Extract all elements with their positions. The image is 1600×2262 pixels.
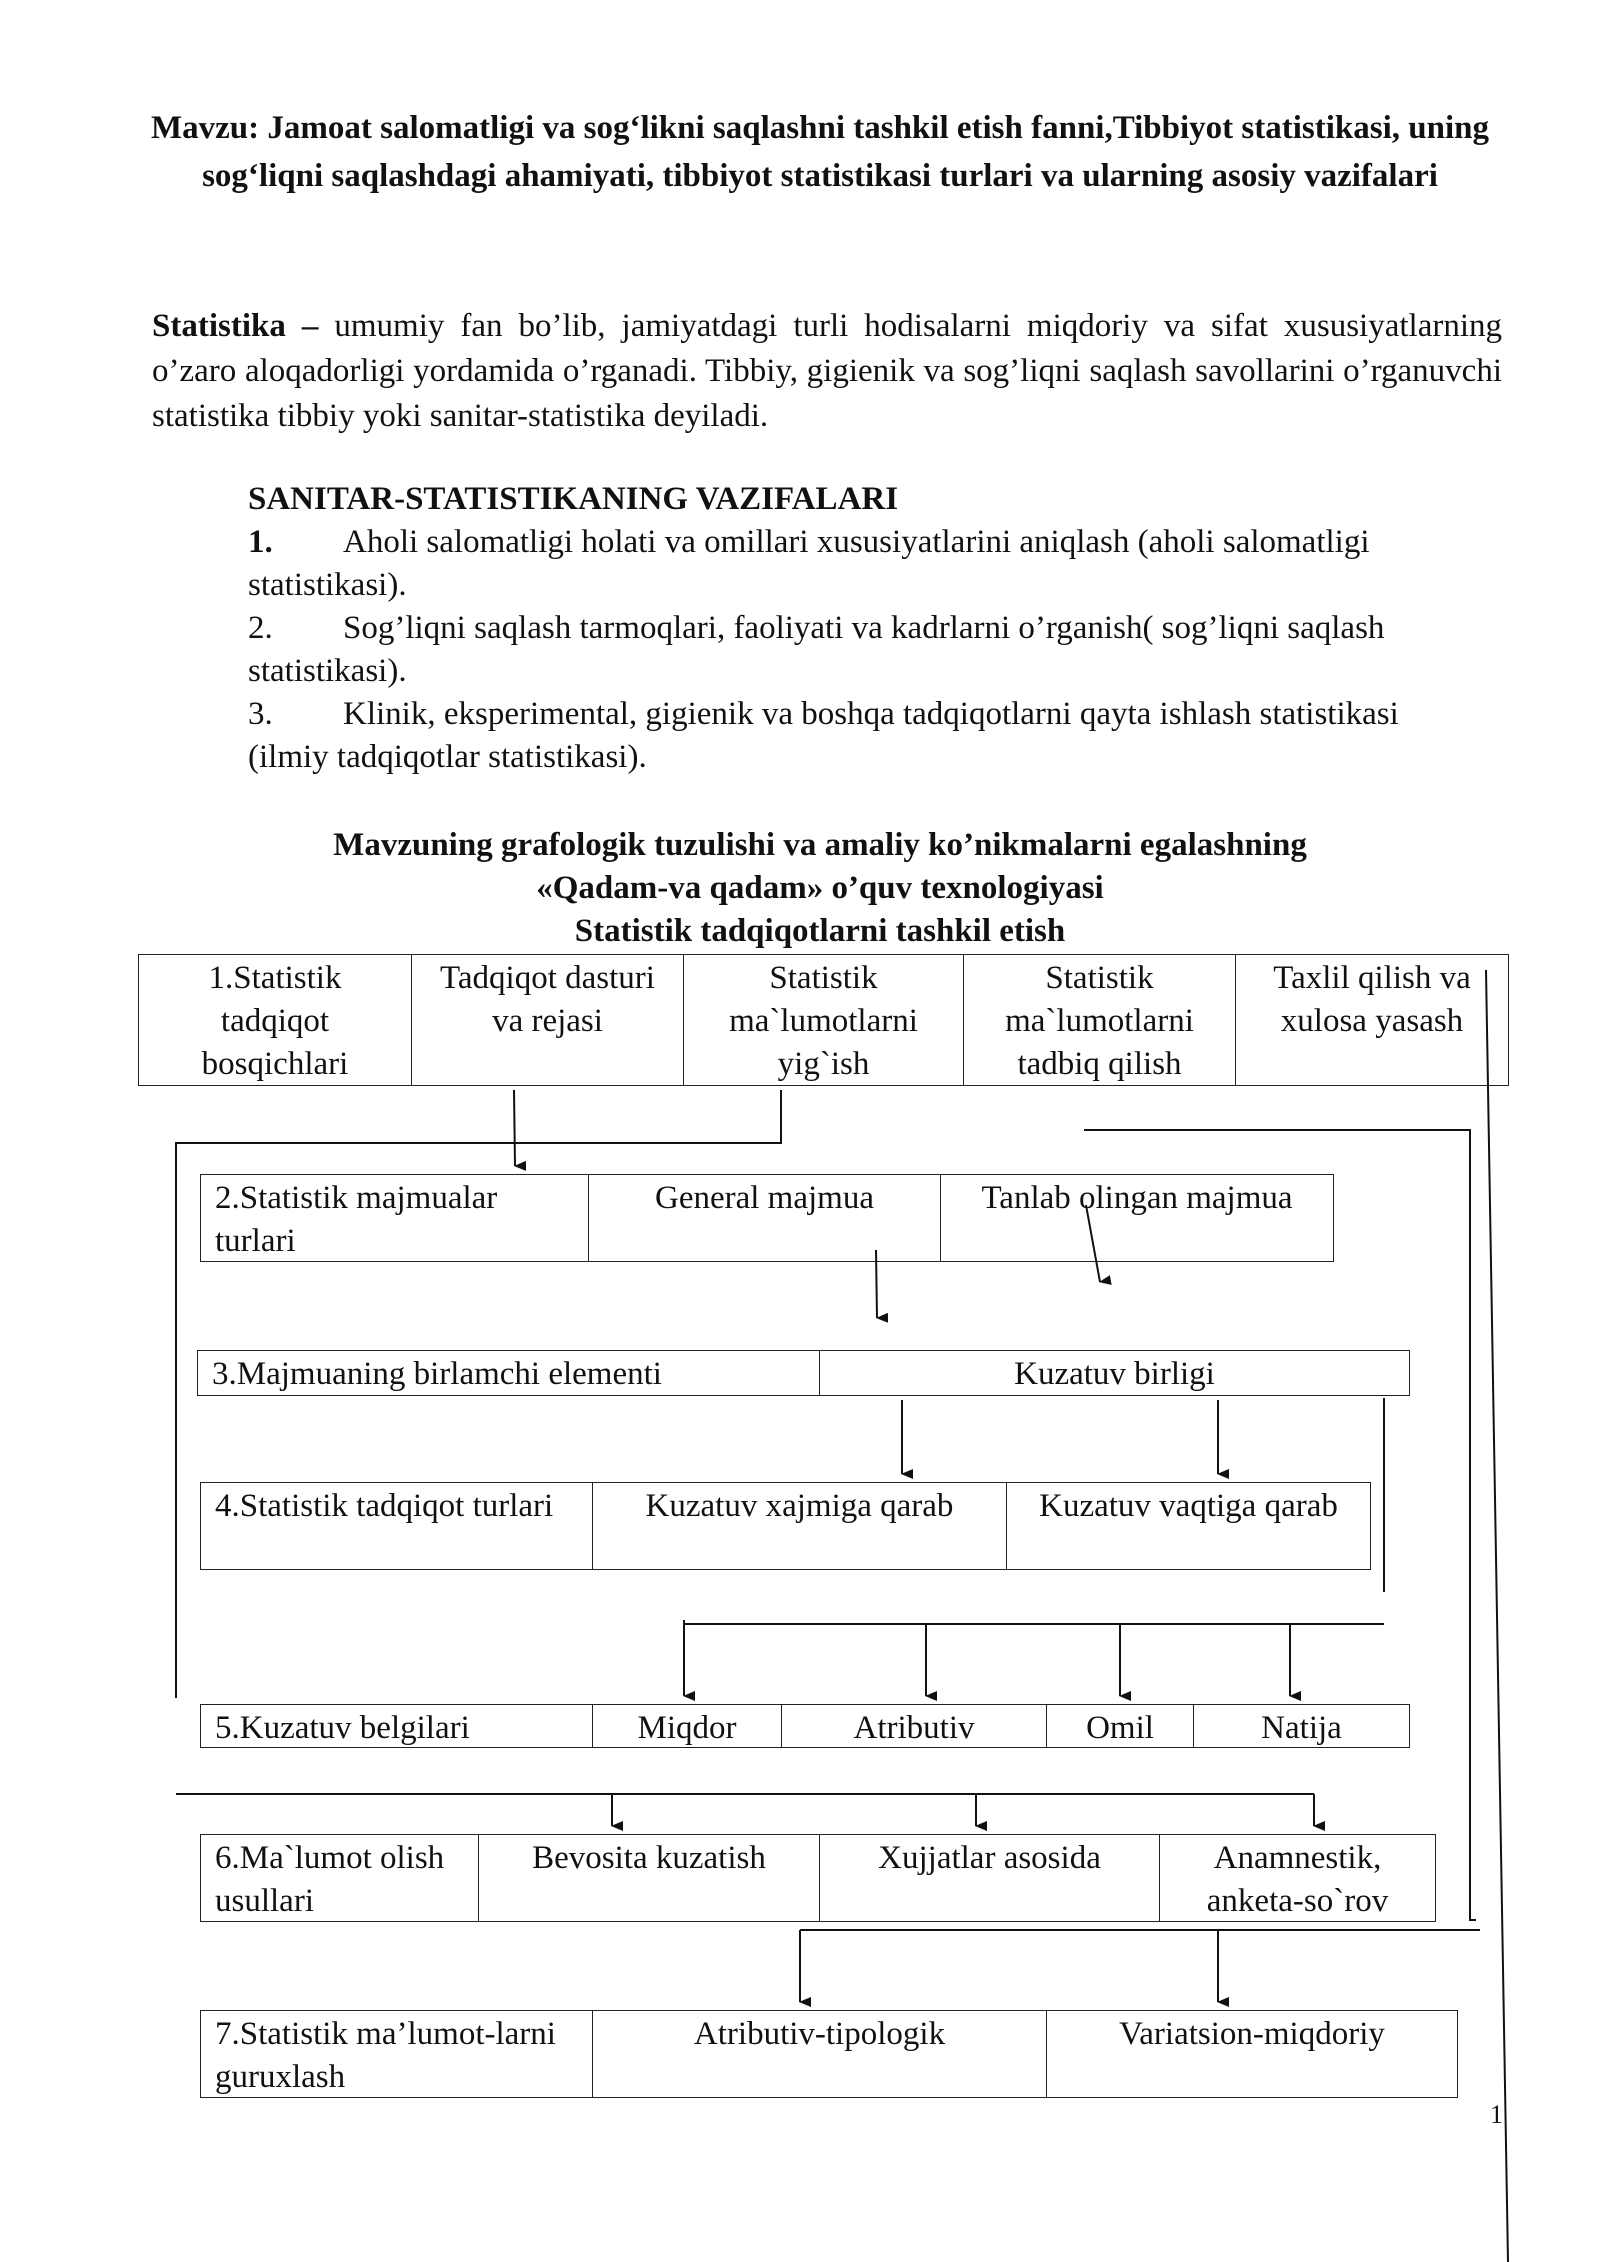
page-number: 1 bbox=[1490, 2100, 1503, 2129]
row2-cell-sample: Tanlab olingan majmua bbox=[940, 1174, 1334, 1262]
row5-cell-factor: Omil bbox=[1046, 1704, 1194, 1748]
row3-cell-unit: Kuzatuv birligi bbox=[819, 1350, 1410, 1396]
line-far-right bbox=[1486, 970, 1508, 2262]
row6-cell-documents: Xujjatlar asosida bbox=[819, 1834, 1160, 1922]
row5-cell-result: Natija bbox=[1193, 1704, 1410, 1748]
arrow-program-to-types bbox=[514, 1090, 515, 1166]
row7-cell-variational: Variatsion-miqdoriy bbox=[1046, 2010, 1458, 2098]
row1-cell-stages: 1.Statistik tadqiqot bosqichlari bbox=[138, 954, 412, 1086]
tasks-heading: SANITAR-STATISTIKANING VAZIFALARI bbox=[248, 481, 899, 517]
arrow-sample-to-row3 bbox=[1086, 1205, 1100, 1282]
row3-cell-element: 3.Majmuaning birlamchi elementi bbox=[197, 1350, 820, 1396]
task-text: Aholi salomatligi holati va omillari xususiyatlarini aniqlash (aholi salomatligi statistikasi). bbox=[248, 524, 1370, 603]
row1-cell-apply: Statistik ma`lumotlarni tadbiq qilish bbox=[963, 954, 1236, 1086]
row1-cell-analysis: Taxlil qilish va xulosa yasash bbox=[1235, 954, 1509, 1086]
row7-cell-typological: Atributiv-tipologik bbox=[592, 2010, 1047, 2098]
task-text: Klinik, eksperimental, gigienik va boshqa tadqiqotlarni qayta ishlash statistikasi (ilmiy tadqiqotlar statistikasi). bbox=[248, 696, 1399, 775]
line-row5-bus bbox=[684, 1620, 1384, 1624]
intro-term: Statistika – bbox=[152, 308, 319, 344]
line-right-bracket bbox=[1084, 1130, 1476, 1920]
intro-text: umumiy fan bo’lib, jamiyatdagi turli hodisalarni miqdoriy va sifat xususiyatlarning o’zaro aloqadorligi yordamida o’rganadi. Tibbiy, gigienik va sog’liqni saqlash savollarini o’rganuvchi statistika tibbiy yoki sanitar-statistika deyiladi. bbox=[152, 308, 1502, 434]
row5-cell-quantity: Miqdor bbox=[592, 1704, 782, 1748]
diagram-heading-line2: «Qadam-va qadam» o’quv texnologiyasi bbox=[536, 870, 1104, 906]
row7-cell-grouping: 7.Statistik ma’lumot-larni guruxlash bbox=[200, 2010, 593, 2098]
diagram-heading-line3: Statistik tadqiqotlarni tashkil etish bbox=[574, 913, 1066, 949]
row5-cell-signs: 5.Kuzatuv belgilari bbox=[200, 1704, 593, 1748]
row4-cell-types: 4.Statistik tadqiqot turlari bbox=[200, 1482, 593, 1570]
line-collect-left-bracket bbox=[176, 1090, 781, 1698]
row6-cell-methods: 6.Ma`lumot olish usullari bbox=[200, 1834, 479, 1922]
row6-cell-direct: Bevosita kuzatish bbox=[478, 1834, 820, 1922]
row4-cell-volume: Kuzatuv xajmiga qarab bbox=[592, 1482, 1007, 1570]
diagram-heading-line1: Mavzuning grafologik tuzulishi va amaliy ko’nikmalarni egalashning bbox=[333, 827, 1307, 863]
row6-cell-survey: Anamnestik, anketa-so`rov bbox=[1159, 1834, 1436, 1922]
row4-cell-time: Kuzatuv vaqtiga qarab bbox=[1006, 1482, 1371, 1570]
row1-cell-program: Tadqiqot dasturi va rejasi bbox=[411, 954, 684, 1086]
arrow-general-to-row3 bbox=[876, 1250, 877, 1318]
task-text: Sog’liqni saqlash tarmoqlari, faoliyati va kadrlarni o’rganish( sog’liqni saqlash statistikasi). bbox=[248, 610, 1385, 689]
task-number: 2. bbox=[248, 610, 273, 646]
row1-cell-collect: Statistik ma`lumotlarni yig`ish bbox=[683, 954, 964, 1086]
page-title: Mavzu: Jamoat salomatligi va sog‘likni saqlashni tashkil etish fanni,Tibbiyot statistikasi, uning sog‘liqni saqlashdagi ahamiyati, tibbiyot statistikasi turlari va ularning asosiy vazifalari bbox=[151, 110, 1489, 194]
row5-cell-attributive: Atributiv bbox=[781, 1704, 1047, 1748]
row2-cell-general: General majmua bbox=[588, 1174, 941, 1262]
task-number: 3. bbox=[248, 696, 273, 732]
task-number: 1. bbox=[248, 524, 273, 560]
row2-cell-types: 2.Statistik majmualar turlari bbox=[200, 1174, 589, 1262]
